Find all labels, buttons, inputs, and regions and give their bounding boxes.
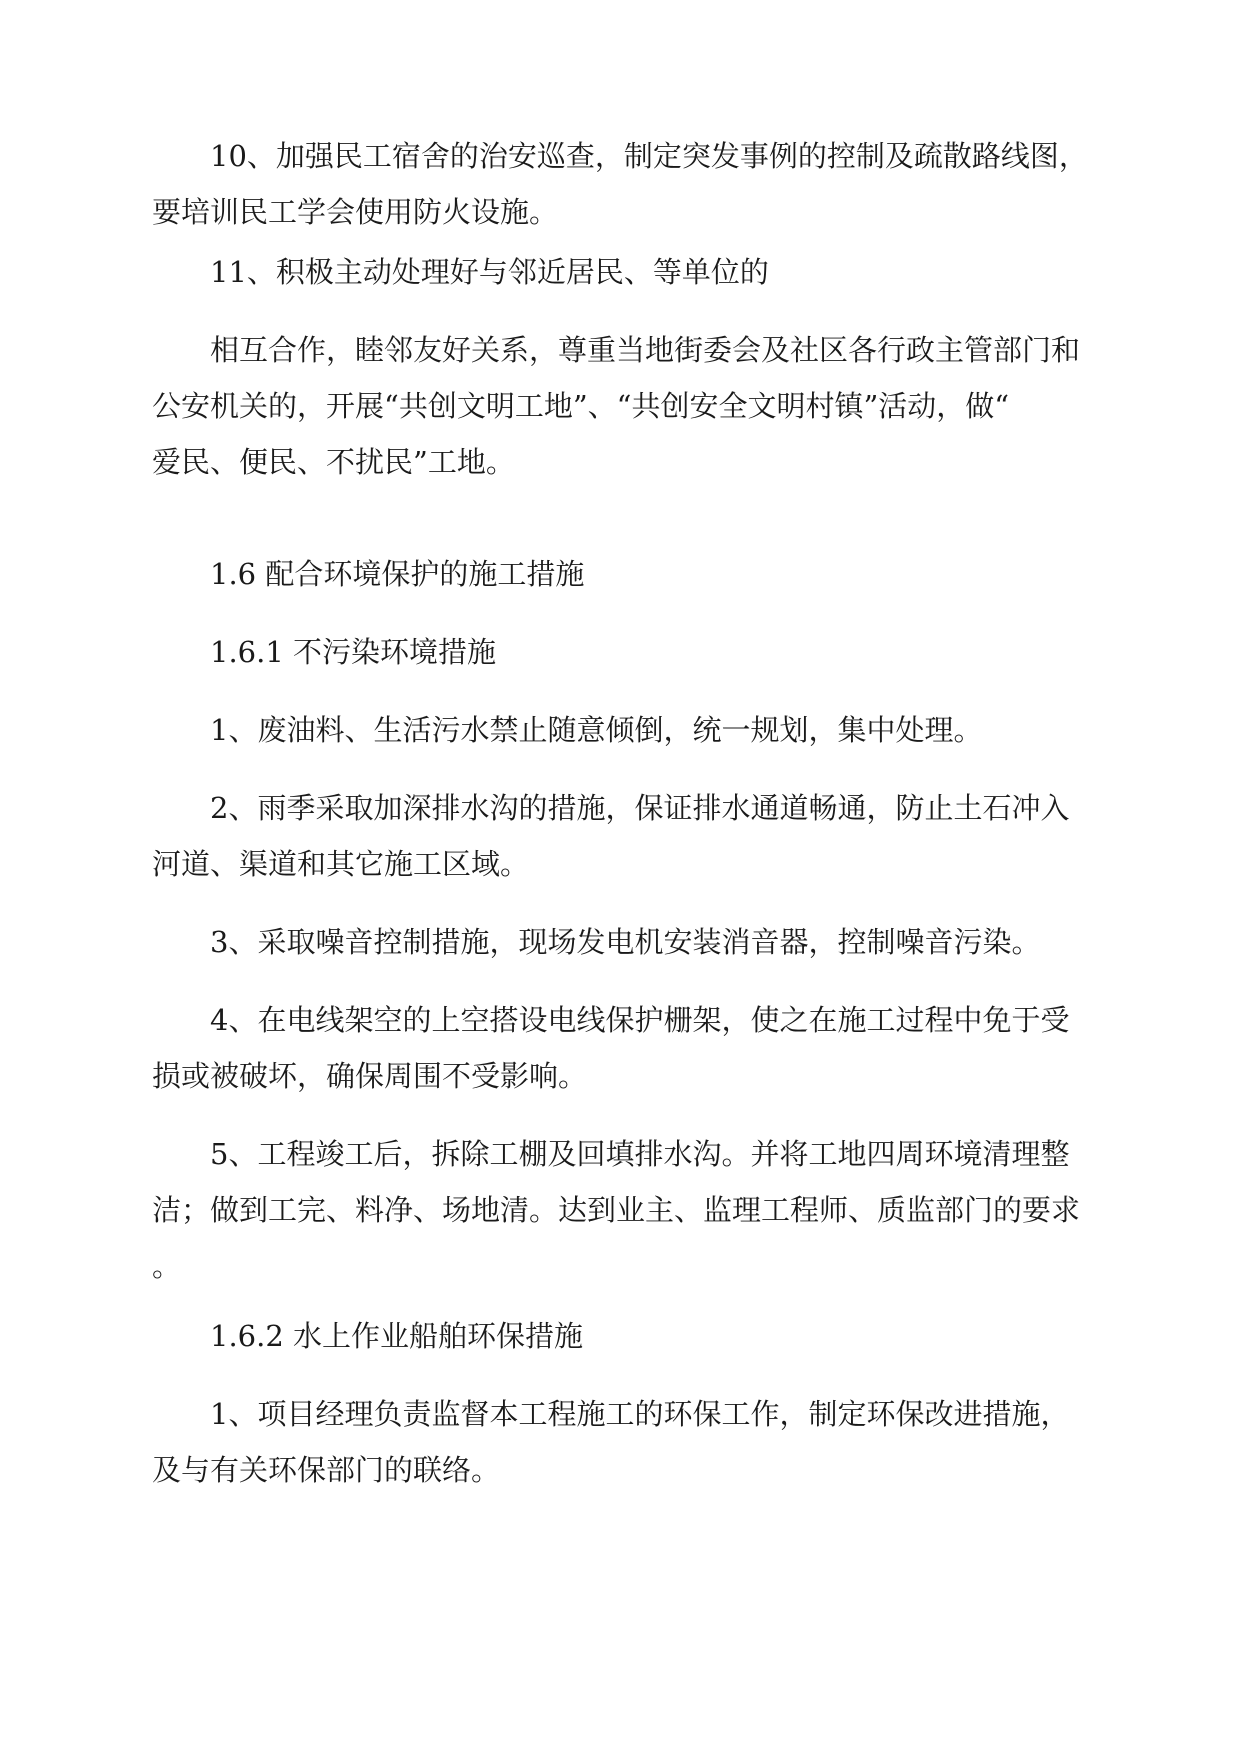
paragraph-line: 3、采取噪音控制措施，现场发电机安装消音器，控制噪音污染。 [210,925,1041,959]
paragraph-line: 10、加强民工宿舍的治安巡查，制定突发事例的控制及疏散路线图， [210,139,1088,173]
paragraph-line: 公安机关的，开展“共创文明工地”、“共创安全文明村镇”活动，做“ [152,389,1010,423]
environment-item-2 [152,780,1092,892]
paragraph-line: 1、项目经理负责监督本工程施工的环保工作，制定环保改进措施， [210,1397,1070,1431]
paragraph-line: 河道、渠道和其它施工区域。 [152,847,530,881]
environment-item-3 [152,914,1092,970]
paragraph-line: 11、积极主动处理好与邻近居民、等单位的 [210,255,769,289]
environment-item-5 [152,1126,1092,1294]
environment-item-1 [152,702,1092,758]
paragraph-line: 相互合作，睦邻友好关系，尊重当地街委会及社区各行政主管部门和 [210,333,1081,367]
paragraph-item-10 [152,128,1092,240]
section-heading-1-6-1 [152,624,1092,680]
paragraph-line: 损或被破坏，确保周围不受影响。 [152,1059,588,1093]
environment-item-4 [152,992,1092,1104]
heading-text: 1.6 配合环境保护的施工措施 [210,557,585,591]
heading-text: 1.6.2 水上作业船舶环保措施 [210,1319,584,1353]
paragraph-line: 爱民、便民、不扰民”工地。 [152,445,515,479]
paragraph-line: 5、工程竣工后，拆除工棚及回填排水沟。并将工地四周环境清理整 [210,1137,1070,1171]
heading-text: 1.6.1 不污染环境措施 [210,635,497,669]
paragraph-line: 及与有关环保部门的联络。 [152,1453,501,1487]
paragraph-line: 要培训民工学会使用防火设施。 [152,195,559,229]
paragraph-line: 2、雨季采取加深排水沟的措施，保证排水通道畅通，防止土石冲入 [210,791,1070,825]
section-heading-1-6-2 [152,1308,1092,1364]
water-item-1 [152,1386,1092,1498]
paragraph-line: 洁；做到工完、料净、场地清。达到业主、监理工程师、质监部门的要求 [152,1193,1081,1227]
paragraph-line: 。 [152,1249,182,1283]
section-heading-1-6 [152,546,1092,602]
paragraph-line: 1、废油料、生活污水禁止随意倾倒，统一规划，集中处理。 [210,713,983,747]
paragraph-line: 4、在电线架空的上空搭设电线保护栅架，使之在施工过程中免于受 [210,1003,1070,1037]
paragraph-item-11 [152,244,1092,300]
paragraph-cooperation [152,322,1092,490]
